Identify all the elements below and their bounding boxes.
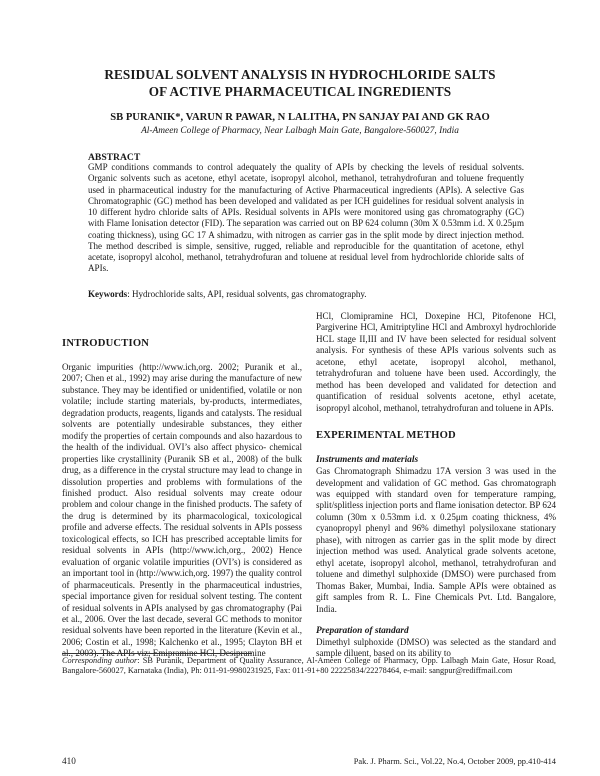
introduction-text: Organic impurities (http://www.ich,org. 2002; Puranik et al., 2007; Chen et al., 1992) may arise during the manufacture of new substance. They may be identified or unidentified, volatile or non volatile; include starting materials, by-products, intermediates, degradation products, reagents, ligands and catalysts. The residual solvents are potentially undesirable substances, they either modify the properties of certain compounds and also hazardous to the health of the individual. OVI’s also affect physico- chemical properties like crystallinity (Puranik SB et al., 2008) of the bulk drug, as a difference in the crystal structure may lead to change in dissolution properties and problems with formulations of the finished product. Also residual solvents may create odour problem and colour change in the finished products. The safety of the drug is determined by its pharmacological, toxicological profile and adverse effects. The residual solvents in APIs possess toxicological effects, so ICH has prescribed acceptable limits for residual solvents in APIs (http://www.ich,org., 2002) Hence evaluation of organic volatile impurities (OVI’s) is considered as an important tool in (http://www.ich,org. 1997) the quality control of pharmaceuticals. Presently in the pharmaceutical industries, special importance given for residual solvent testing. The content of residual solvents in APIs analysed by gas chromatography (Pai et al., 2006. Over the last decade, several GC methods to monitor residual solvents have been reported in the literature (Kevin et al., 2006; Costin et al., 1998; Kalchenko et al., 1995; Clayton BH et al., 2003). The APIs viz; Emipramine HCl, Desipramine bbox=[62, 362, 302, 659]
keywords-text: : Hydrochloride salts, API, residual solvents, gas chromatography. bbox=[127, 289, 367, 299]
footnote-label: Corresponding author bbox=[62, 656, 138, 665]
experimental-heading: EXPERIMENTAL METHOD bbox=[316, 430, 456, 442]
introduction-continued-text: HCl, Clomipramine HCl, Doxepine HCl, Pitofenone HCl, Pargiverine HCl, Amitriptyline HCl and Ambroxyl hydrochloride HCL stage II,III and IV have been selected for residual solvent analysis. For synthesis of these APIs various solvents such as acetone, ethyl acetate, isopropyl alcohol, methanol, tetrahydrofuran and toluene have been used. Accordingly, the method has been developed and validated for detection and quantification of residual solvents acetone, ethyl acetate, isopropyl alcohol, methanol, tetrahydrofuran and toluene in APIs. bbox=[316, 311, 556, 413]
keywords bbox=[88, 289, 524, 300]
instruments-text: Gas Chromatograph Shimadzu 17A version 3 was used in the development and validation of GC method. Gas chromatograph was equipped with standard oven for temperature ramping, split/splitless injection ports and flame ionisation detector. BP 624 column (30m x 0.53mm i.d. x 0.25μm coating thickness, 4% cyanopropyl phenyl and 96% dimethyl polysiloxane stationary phase), with nitrogen as carrier gas in the split mode by direct injection method was used. Analytical grade solvents acetone, ethyl acetate, isopropyl alcohol, methanol, tetrahydrofuran and toluene and dimethyl sulphoxide (DMSO) were purchased from Thomas Baker, Mumbai, India. Sample APIs were obtained as gift samples from R. L. Fine Chemicals Pvt. Ltd. Bangalore, India. bbox=[316, 466, 556, 614]
right-column bbox=[316, 311, 556, 660]
journal-citation: Pak. J. Pharm. Sci., Vol.22, No.4, October 2009, pp.410-414 bbox=[353, 757, 556, 766]
corresponding-author-footnote bbox=[62, 656, 556, 676]
abstract-text: GMP conditions commands to control adequately the quality of APIs by checking the levels of residual solvents. Organic solvents such as acetone, ethyl acetate, isopropyl alcohol, methanol, tetrahydrofuran and toluene frequently used in pharmaceutical industry for the manufacturing of Active Pharmaceutical ingredients (APIs). A selective Gas Chromatographic (GC) method has been developed and validated as per ICH guidelines for residual solvent analysis in 10 different hydro chloride salts of APIs. Residual solvents in APIs were monitored using gas chromatography (GC) with Flame Ionisation detector (FID). The separation was carried out on BP 624 column (30m X 0.53mm i.d. X 0.25μm coating thickness), using GC 17 A shimadzu, with nitrogen as carrier gas in the split mode by direct injection method. The method described is simple, sensitive, rugged, reliable and reproducible for the quantitation of acetone, ethyl acetate, isopropyl alcohol, methanol, tetrahydrofuran and toluene at residual level from hydrochloride chloride salts of APIs. bbox=[88, 162, 524, 274]
affiliation: Al-Ameen College of Pharmacy, Near Lalbagh Main Gate, Bangalore-560027, India bbox=[141, 126, 459, 136]
title-line-1: RESIDUAL SOLVENT ANALYSIS IN HYDROCHLORIDE SALTS bbox=[104, 67, 496, 82]
footnote-text: : SB Puranik, Department of Quality Assurance, Al-Ameen College of Pharmacy, Opp. Lalbagh Main Gate, Hosur Road, Bangalore-560027, Karnataka (India), Ph: 011-91-9980231925, Fax: 011-91+80 22225834/22278464, e-mail: sangpur@rediffmail.com bbox=[62, 656, 556, 676]
footnote-divider bbox=[62, 653, 252, 654]
preparation-heading: Preparation of standard bbox=[316, 625, 409, 636]
author-list: SB PURANIK*, VARUN R PAWAR, N LALITHA, PN SANJAY PAI AND GK RAO bbox=[110, 112, 490, 123]
keywords-label: Keywords bbox=[88, 289, 128, 299]
title-line-2: OF ACTIVE PHARMACEUTICAL INGREDIENTS bbox=[148, 84, 452, 99]
left-column bbox=[62, 338, 302, 660]
paper-title bbox=[60, 66, 540, 100]
abstract-heading: ABSTRACT bbox=[88, 152, 141, 163]
preparation-text: Dimethyl sulphoxide (DMSO) was selected as the standard and sample diluent, based on its ability to bbox=[316, 636, 556, 659]
instruments-heading: Instruments and materials bbox=[316, 455, 419, 466]
introduction-heading: INTRODUCTION bbox=[62, 338, 150, 349]
page-number: 410 bbox=[62, 756, 76, 766]
